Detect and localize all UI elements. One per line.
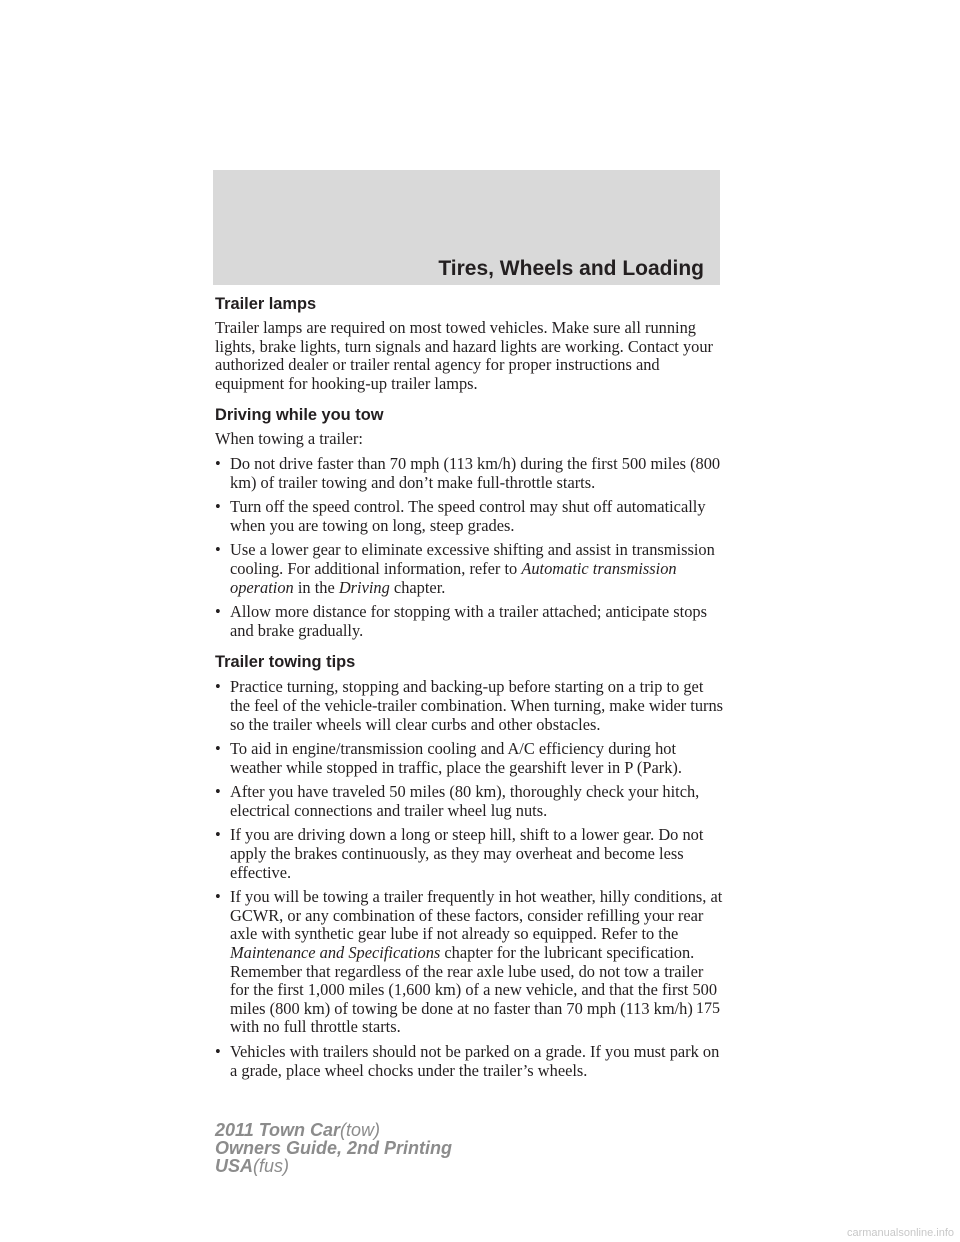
bullet-icon: • — [215, 453, 221, 473]
page-number: 175 — [696, 1000, 720, 1017]
chapter-title: Tires, Wheels and Loading — [438, 257, 704, 280]
list-item: • If you are driving down a long or steep hill, shift to a lower gear. Do not apply the brakes continuously, as they may overheat and become less effective. — [215, 825, 704, 882]
footer-line-guide: Owners Guide, 2nd Printing — [215, 1138, 453, 1158]
bullet-icon: • — [215, 739, 221, 759]
page-content — [215, 294, 725, 1080]
site-watermark: carmanualsonline.info — [846, 1227, 954, 1239]
list-item: • Vehicles with trailers should not be parked on a grade. If you must park on a grade, place wheel chocks under the trailer’s wheels. — [215, 1042, 720, 1080]
cross-reference: Driving — [338, 577, 390, 597]
chapter-header-band — [213, 170, 720, 285]
heading-trailer-towing-tips: Trailer towing tips — [215, 653, 356, 672]
list-item: • Do not drive faster than 70 mph (113 km/h) during the first 500 miles (800 km) of trailer towing and don’t make full-throttle starts. — [215, 453, 721, 492]
bullet-icon: • — [215, 1042, 221, 1061]
heading-driving-while-you-tow: Driving while you tow — [215, 406, 384, 425]
trailer-lamps-body: Trailer lamps are required on most towed vehicles. Make sure all running lights, brake lights, turn signals and hazard lights are working. Contact your authorized dealer or trailer rental agency for proper instructions and equipment for hooking-up trailer lamps. — [215, 318, 713, 393]
bullet-icon: • — [215, 782, 221, 802]
bullet-icon: • — [215, 540, 221, 560]
footer-line-region: USA(fus) — [215, 1156, 290, 1176]
bullet-icon: • — [215, 497, 221, 517]
cross-reference: Maintenance and Specifications — [230, 943, 441, 963]
driving-tow-intro: When towing a trailer: — [215, 429, 363, 449]
bullet-icon: • — [215, 825, 221, 845]
footer-line-model: 2011 Town Car(tow) — [215, 1120, 381, 1140]
bullet-icon: • — [215, 602, 221, 622]
bullet-icon: • — [215, 887, 221, 907]
towing-tips-list — [215, 678, 725, 1080]
list-item: • Practice turning, stopping and backing-up before starting on a trip to get the feel of the vehicle-trailer combination. When turning, make wider turns so the trailer wheels will clear curbs and other obstacles. — [215, 677, 724, 734]
list-item: • Allow more distance for stopping with a trailer attached; anticipate stops and brake gradually. — [215, 602, 708, 640]
bullet-icon: • — [215, 677, 221, 697]
list-item: • Turn off the speed control. The speed control may shut off automatically when you are towing on long, steep grades. — [215, 497, 706, 535]
heading-trailer-lamps: Trailer lamps — [215, 295, 317, 313]
list-item: • Use a lower gear to eliminate excessive shifting and assist in transmission cooling. For additional information, refer to Automatic transmission operation in the Driving chapter. — [215, 540, 715, 597]
cross-reference: Automatic transmission operation — [230, 558, 677, 597]
list-item: • After you have traveled 50 miles (80 km), thoroughly check your hitch, electrical connections and trailer wheel lug nuts. — [215, 782, 700, 820]
list-item: • To aid in engine/transmission cooling and A/C efficiency during hot weather while stopped in traffic, place the gearshift lever in P (Park). — [215, 739, 682, 777]
list-item: • If you will be towing a trailer frequently in hot weather, hilly conditions, at GCWR, or any combination of these factors, consider refilling your rear axle with synthetic gear lube if not already so equipped. Refer to the Maintenance and Specifications chapter for the lubricant specification. Remember that regardless of the rear axle lube used, do not tow a trailer for the first 1,000 miles (1,600 km) of a new vehicle, and that the first 500 miles (800 km) of towing be done at no faster than 70 mph (113 km/h) with no full throttle starts. — [215, 887, 723, 1037]
document-footer — [215, 1121, 452, 1175]
driving-tow-list — [215, 455, 725, 640]
